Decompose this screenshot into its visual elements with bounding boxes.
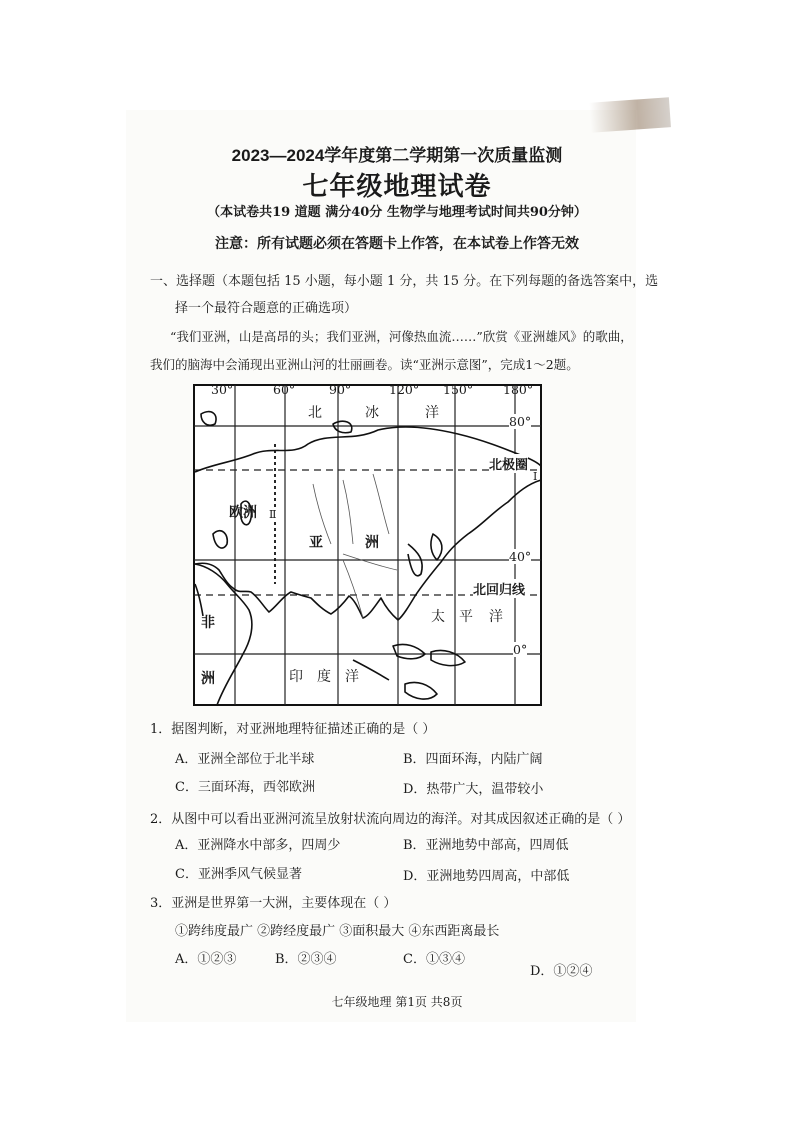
- marker-roman-1: Ⅰ: [533, 470, 538, 483]
- question-2-option-a: A．亚洲降水中部多，四周少: [175, 838, 341, 853]
- passage-line1: “我们亚洲，山是高昂的头；我们亚洲，河像热血流……”欣赏《亚洲雄风》的歌曲，: [170, 329, 633, 344]
- arctic-ocean-label-1: 北: [308, 405, 322, 421]
- question-1-option-c: C．三面环海，西邻欧洲: [175, 780, 315, 795]
- section-heading-line1: 一、选择题（本题包括 15 小题，每小题 1 分，共 15 分。在下列每题的备选答案中，选: [150, 274, 659, 289]
- question-3-items: ①跨纬度最广 ②跨经度最广 ③面积最大 ④东西距离最长: [175, 924, 500, 939]
- question-3-option-c: C．①③④: [403, 952, 465, 967]
- question-1-option-a: A．亚洲全部位于北半球: [175, 752, 315, 767]
- question-1-option-d: D．热带广大，温带较小: [403, 782, 544, 797]
- latitude-label-0: 0°: [513, 642, 528, 657]
- indian-ocean-label-3: 洋: [345, 669, 359, 685]
- marker-roman-2: Ⅱ: [269, 508, 277, 521]
- exam-notice: 注意：所有试题必须在答题卡上作答，在本试卷上作答无效: [215, 236, 579, 252]
- africa-label-2: 洲: [201, 671, 215, 687]
- asia-label-2: 洲: [365, 535, 379, 551]
- question-2-option-d: D．亚洲地势四周高，中部低: [403, 869, 570, 884]
- exam-title: 2023—2024学年度第二学期第一次质量监测: [231, 146, 563, 165]
- exam-subject-title: 七年级地理试卷: [302, 172, 492, 202]
- section-heading-line2: 择一个最符合题意的正确选项）: [175, 301, 358, 316]
- question-3-option-a: A．①②③: [175, 952, 237, 967]
- europe-label: 欧洲: [229, 505, 257, 521]
- arctic-ocean-label-3: 洋: [425, 405, 439, 421]
- indian-ocean-label-1: 印: [289, 669, 303, 685]
- page-footer: 七年级地理 第1页 共8页: [331, 995, 463, 1009]
- indian-ocean-label-2: 度: [317, 669, 331, 685]
- question-2-option-c: C．亚洲季风气候显著: [175, 867, 302, 882]
- passage-line2: 我们的脑海中会涌现出亚洲山河的壮丽画卷。读“亚洲示意图”，完成1～2题。: [150, 357, 579, 372]
- latitude-label-40: 40°: [509, 549, 532, 564]
- latitude-label-80: 80°: [509, 414, 532, 429]
- longitude-label-180: 180°: [503, 382, 534, 397]
- longitude-label-60: 60°: [273, 382, 296, 397]
- question-3-option-b: B．②③④: [275, 952, 337, 967]
- tropic-of-cancer-label: 北回归线: [473, 579, 525, 598]
- arctic-ocean-label-2: 冰: [365, 405, 379, 421]
- question-2-option-b: B．亚洲地势中部高，四周低: [403, 838, 569, 853]
- arctic-circle-label: 北极圈: [489, 454, 528, 473]
- pacific-label-1: 太: [431, 609, 445, 625]
- longitude-label-120: 120°: [389, 382, 420, 397]
- longitude-label-90: 90°: [329, 382, 352, 397]
- longitude-label-30: 30°: [211, 382, 234, 397]
- pacific-label-3: 洋: [489, 609, 503, 625]
- paper-shadow: [589, 97, 671, 133]
- question-3-stem: 3．亚洲是世界第一大洲，主要体现在（ ）: [150, 896, 397, 911]
- asia-label-1: 亚: [309, 535, 323, 551]
- question-3-option-d: D．①②④: [530, 964, 593, 979]
- question-2-stem: 2．从图中可以看出亚洲河流呈放射状流向周边的海洋。对其成因叙述正确的是（ ）: [150, 812, 631, 827]
- longitude-label-150: 150°: [443, 382, 474, 397]
- asia-map: [193, 384, 542, 706]
- africa-label-1: 非: [201, 615, 215, 631]
- question-1-stem: 1．据图判断，对亚洲地理特征描述正确的是（ ）: [150, 722, 436, 737]
- pacific-label-2: 平: [459, 609, 473, 625]
- exam-info: （本试卷共19 道题 满分40分 生物学与地理考试时间共90分钟）: [207, 205, 587, 220]
- question-1-option-b: B．四面环海，内陆广阔: [403, 752, 543, 767]
